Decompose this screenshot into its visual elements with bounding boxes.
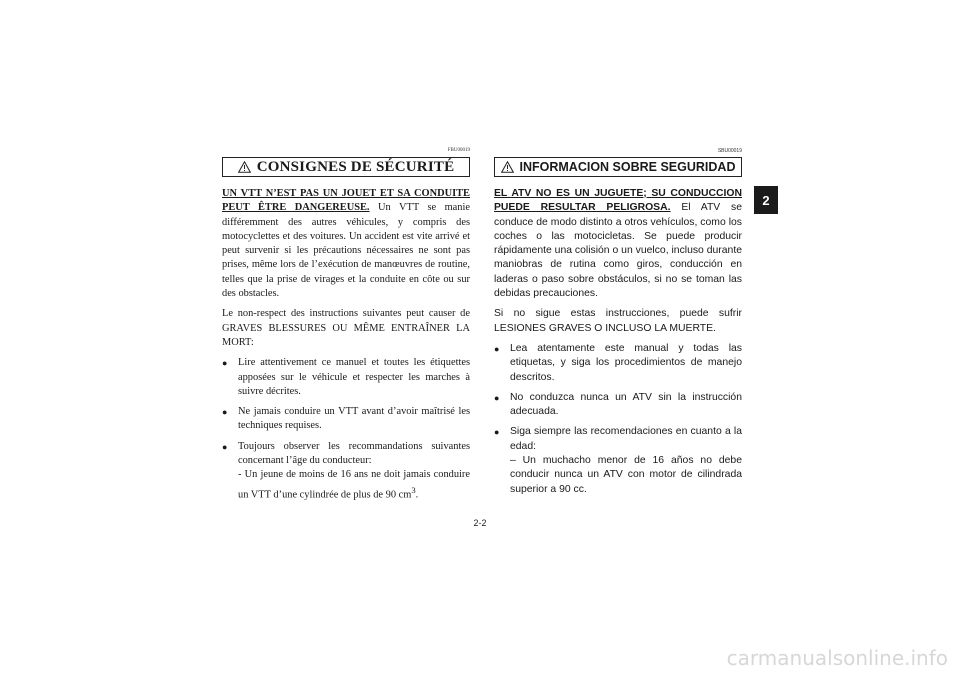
lead-statement: UN VTT N’EST PAS UN JOUET ET SA CONDUITE PEUT ÊTRE DANGEREUSE.: [222, 188, 470, 214]
age-note: - Un jeune de moins de 16 ans ne doit jamais conduire un VTT d’une cylindrée de plus de 90 $cm^3$.: [238, 469, 470, 501]
bullet-icon: ●: [222, 407, 228, 418]
list-item: ● No conduzca nunca un ATV sin la instrucción adecuada.: [494, 391, 742, 418]
bullet-icon: ●: [222, 441, 228, 452]
list-item: ● Lire attentivement ce manuel et toutes les étiquettes apposées sur le véhicule et respecter les marches à suivre décrites.: [222, 357, 470, 397]
page-number: 2-2: [473, 518, 487, 528]
section-code: SBU00019: [717, 148, 742, 154]
intro-text: El ATV se conduce de modo distinto a otros vehículos, como los coches o las motocicletas. Se puede producir rápidamente una colisión o un vuelco, incluso durante maniobras de rutina como giros, conducción en laderas o paso sobre obstáculos, si no se toman las debidas precauciones.: [494, 202, 743, 300]
instruction-list: [494, 342, 742, 497]
bullet-icon: ●: [222, 358, 228, 369]
french-column: [222, 148, 470, 508]
list-item: ● Siga siempre las recomendaciones en cuanto a la edad: – Un muchacho menor de 16 años no debe conducir nunca un ATV con motor de cilindrada superior a 90 cc.: [494, 425, 742, 496]
warning-paragraph: Si no sigue estas instrucciones, puede sufrir LESIONES GRAVES O INCLUSO LA MUERTE.: [494, 308, 742, 334]
section-title: INFORMACION SOBRE SEGURIDAD: [519, 159, 736, 174]
list-item: ● Ne jamais conduire un VTT avant d’avoir maîtrisé les techniques requises.: [222, 406, 470, 432]
chapter-tab: 2: [754, 186, 778, 214]
bullet-icon: ●: [494, 343, 500, 354]
spanish-column: [494, 148, 742, 503]
intro-paragraph: [222, 187, 470, 301]
age-note: – Un muchacho menor de 16 años no debe conducir nunca un ATV con motor de cilindrada superior a 90 cc.: [510, 455, 742, 495]
section-code: FBU00019: [447, 148, 470, 153]
list-item: ● Lea atentamente este manual y todas las etiquetas, y siga los procedimientos de manejo descritos.: [494, 342, 742, 383]
warning-icon: [501, 161, 514, 173]
watermark: carmanualsonline.info: [726, 646, 948, 670]
bullet-icon: ●: [494, 392, 500, 403]
list-item: ● Toujours observer les recommandations suivantes concernant l’âge du conducteur: - Un jeune de moins de 16 ans ne doit jamais conduire un VTT d’une cylindrée de plus de 90 $cm^3$.: [222, 440, 470, 503]
intro-text: Un VTT se manie différemment des autres véhicules, y compris des motocyclettes et des voitures. Un accident est vite arrivé et peut survenir si les précautions nécessaires ne sont pas prises, même lors de l’exécution de manœuvres de routine, telles que la prise de virages et la conduite en côte ou sur des obstacles.: [222, 202, 470, 300]
section-title-box: [494, 157, 742, 177]
intro-paragraph: [494, 187, 742, 301]
warning-paragraph: Le non-respect des instructions suivantes peut causer de GRAVES BLESSURES OU MÊME ENTRAÎNER LA MORT:: [222, 308, 470, 348]
instruction-list: [222, 356, 470, 502]
section-title-box: [222, 157, 470, 177]
lead-statement: EL ATV NO ES UN JUGUETE; SU CONDUCCION PUEDE RESULTAR PELIGROSA.: [494, 188, 742, 214]
warning-icon: [238, 161, 251, 173]
section-title: CONSIGNES DE SÉCURITÉ: [256, 158, 455, 175]
bullet-icon: ●: [494, 427, 500, 438]
